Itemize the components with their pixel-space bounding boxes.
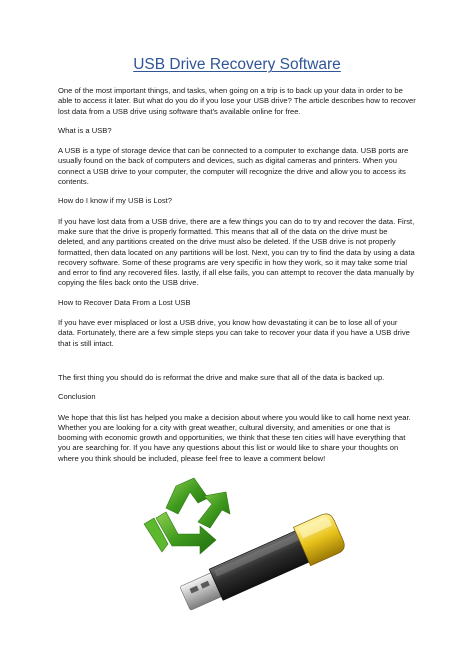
- reformat-paragraph: The first thing you should do is reformat the drive and make sure that all of the data is backed up.: [58, 372, 385, 382]
- section-heading-conclusion: Conclusion: [58, 392, 96, 402]
- recover-data-paragraph: If you have ever misplaced or lost a USB drive, you know how devastating it can be to lose all of your data. Fortunately, there are a few simple steps you can take to recover your data if you have a USB drive that is still intact.: [58, 318, 410, 348]
- conclusion-paragraph: We hope that this list has helped you make a decision about where you would like to call home next year. Whether you are looking for a city with great weather, cultural diversity, and amenities or one that is booming with economic growth and opportunities, we think that these ten cities will have everything that you are searching for. If you have any questions about this list or would like to share your thoughts on where you think should be included, please feel free to leave a comment below!: [58, 412, 411, 463]
- illustration-svg: [138, 468, 348, 618]
- document-body: [58, 86, 416, 464]
- recycle-icon: [144, 478, 230, 554]
- page-title: USB Drive Recovery Software: [133, 56, 341, 73]
- usb-drive-icon: [177, 511, 348, 618]
- section-heading-what-is-usb: What is a USB?: [58, 125, 112, 135]
- section-heading-usb-lost: How do I know if my USB is Lost?: [58, 196, 172, 206]
- section-heading-recover-data: How to Recover Data From a Lost USB: [58, 297, 191, 307]
- intro-paragraph: One of the most important things, and tasks, when going on a trip is to back up your data in order to be able to access it later. But what do you do if you lose your USB drive? The article describes how to recover lost data from a USB drive using software that’s available online for free.: [58, 86, 416, 116]
- usb-lost-paragraph: If you have lost data from a USB drive, there are a few things you can do to try and recover the data. First, make sure that the drive is properly formatted. This means that all of the data on the drive must be deleted, and any partitions created on the drive must also be deleted. If the USB drive is not properly formatted, then data located on any partitions will be lost. Next, you can try to find the data by using a data recovery software. Some of these programs are very specific in how they work, so it may take some trial and error to find any recovered files. lastly, if all else fails, you can attempt to recover the data manually by copying the files back onto the USB drive.: [58, 216, 415, 288]
- what-is-usb-paragraph: A USB is a type of storage device that can be connected to a computer to exchange data. USB ports are usually found on the back of computers and devices, such as digital cameras and printers. When you connect a USB drive to your computer, the computer will recognize the drive and allow you to access its contents.: [58, 146, 409, 187]
- usb-recycle-illustration: [138, 468, 348, 618]
